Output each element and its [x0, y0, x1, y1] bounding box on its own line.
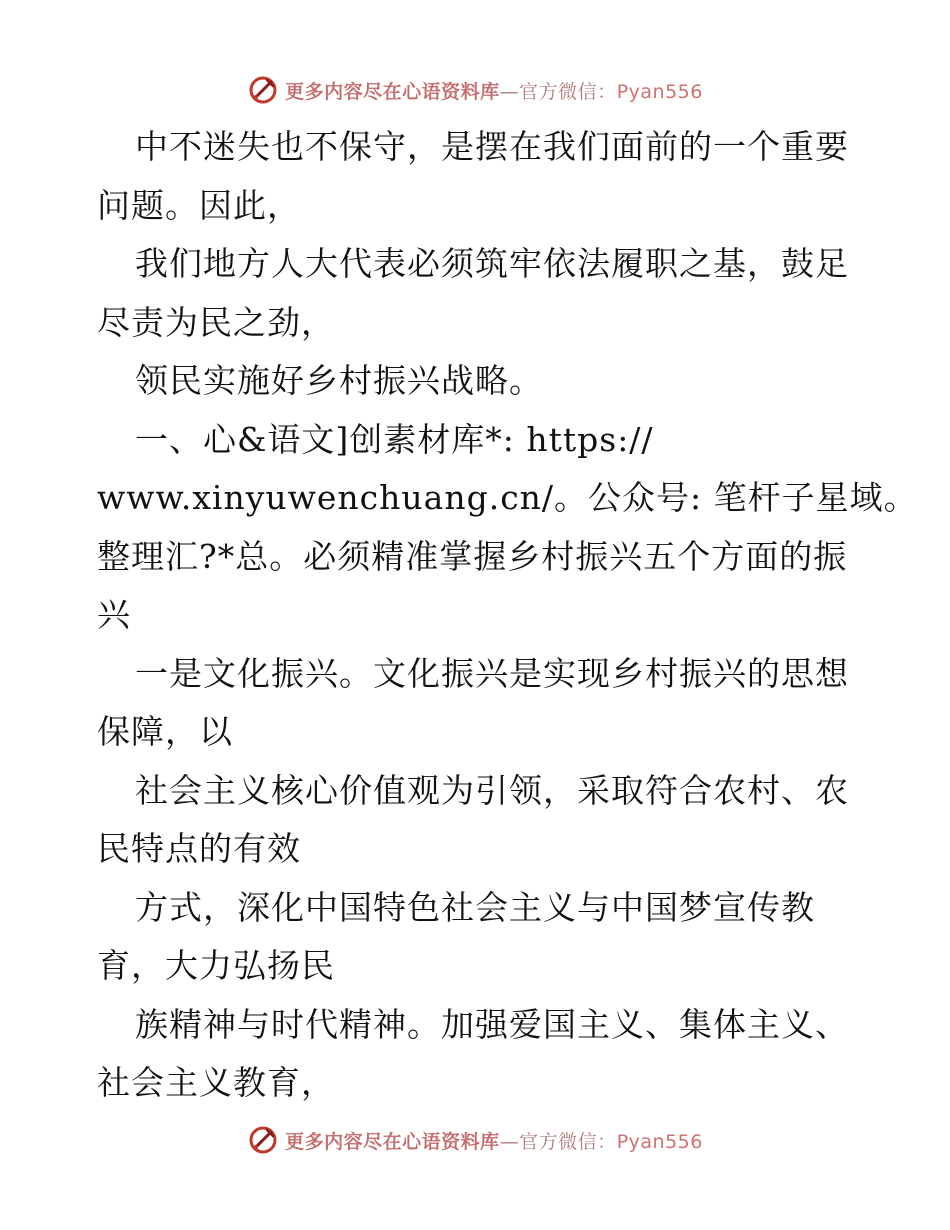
- text-line: 社会主义核心价值观为引领，采取符合农村、农: [135, 770, 849, 810]
- document-body: [97, 118, 918, 1113]
- text-line: www.xinyuwenchuang.cn/。公众号: 笔杆子星域。: [97, 478, 918, 517]
- banner-separator: —: [499, 1130, 520, 1153]
- banner-wechat-id: Pyan556: [616, 80, 703, 103]
- text-line: 社会主义教育，: [97, 1063, 335, 1102]
- banner-separator: —: [499, 80, 520, 103]
- pen-logo-icon: [247, 74, 279, 106]
- text-line: 兴: [97, 595, 131, 634]
- pen-logo-icon: [247, 1124, 279, 1156]
- banner-wechat-id: Pyan556: [616, 1130, 703, 1153]
- banner-site-name: 更多内容尽在心语资料库: [285, 1130, 500, 1153]
- text-line: 领民实施好乡村振兴战略。: [135, 361, 543, 400]
- text-line: 一是文化振兴。文化振兴是实现乡村振兴的思想: [135, 653, 849, 693]
- text-line: 我们地方人大代表必须筑牢依法履职之基，鼓足: [135, 244, 849, 283]
- text-line: 保障，以: [97, 712, 233, 751]
- text-line: 问题。因此，: [97, 185, 301, 225]
- text-line: 整理汇?*总。必须精准掌握乡村振兴五个方面的振: [97, 536, 848, 576]
- text-line: 中不迷失也不保守，是摆在我们面前的一个重要: [135, 127, 849, 166]
- text-line: 族精神与时代精神。加强爱国主义、集体主义、: [135, 1004, 849, 1044]
- footer-banner: [0, 1120, 950, 1160]
- header-banner: [0, 70, 950, 110]
- text-line: 尽责为民之劲，: [97, 302, 335, 342]
- banner-site-name: 更多内容尽在心语资料库: [285, 80, 500, 103]
- text-line: 方式，深化中国特色社会主义与中国梦宣传教: [135, 887, 815, 927]
- banner-official-label: 官方微信：: [519, 1130, 617, 1153]
- text-line: 民特点的有效: [97, 829, 301, 868]
- banner-official-label: 官方微信：: [519, 80, 617, 103]
- text-line: 一、心&语文]创素材库*: https://: [135, 419, 654, 459]
- text-line: 育，大力弘扬民: [97, 946, 335, 985]
